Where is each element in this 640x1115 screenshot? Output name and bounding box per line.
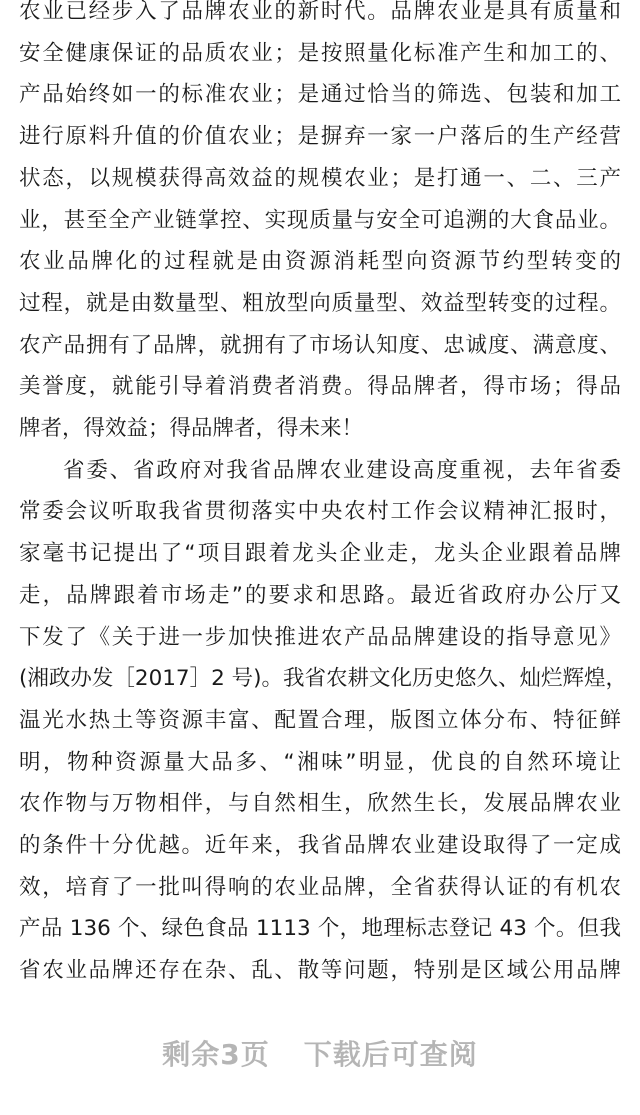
text-line: (湘政办发［2017］2 号)。我省农耕文化历史悠久、灿烂辉煌， (19, 666, 628, 692)
text-line: 进行原料升值的价值农业；是摒弃一家一户落后的生产经营 (19, 124, 621, 150)
text-line: 安全健康保证的品质农业；是按照量化标准产生和加工的、 (19, 40, 621, 66)
text-line: 状态，以规模获得高效益的规模农业；是打通一、二、三产 (19, 165, 621, 191)
text-line: 家毫书记提出了“项目跟着龙头企业走，龙头企业跟着品牌 (19, 541, 621, 567)
text-line: 农产品拥有了品牌，就拥有了市场认知度、忠诚度、满意度、 (19, 332, 621, 358)
text-line: 明，物种资源量大品多、“湘味”明显，优良的自然环境让 (19, 749, 621, 775)
remaining-pages-label: 剩余3页 (162, 1038, 270, 1071)
text-line: 美誉度，就能引导着消费者消费。得品牌者，得市场；得品 (19, 374, 621, 400)
paragraph-first-line: 省委、省政府对我省品牌农业建设高度重视，去年省委 (63, 457, 621, 483)
text-line: 产品 136 个、绿色食品 1113 个，地理标志登记 43 个。但我 (19, 916, 621, 942)
text-line: 业，甚至全产业链掌控、实现质量与安全可追溯的大食品业。 (19, 207, 621, 233)
text-line: 农作物与万物相伴，与自然相生，欣然生长，发展品牌农业 (19, 791, 621, 817)
text-line: 下发了《关于进一步加快推进农产品品牌建设的指导意见》 (19, 624, 621, 650)
text-line: 效，培育了一批叫得响的农业品牌，全省获得认证的有机农 (19, 874, 621, 900)
text-line: 温光水热土等资源丰富、配置合理，版图立体分布、特征鲜 (19, 707, 621, 733)
text-line: 农业品牌化的过程就是由资源消耗型向资源节约型转变的 (19, 249, 621, 275)
text-line: 牌者，得效益；得品牌者，得未来！ (19, 416, 364, 441)
text-line: 产品始终如一的标准农业；是通过恰当的筛选、包装和加工 (19, 82, 621, 108)
text-line: 省农业品牌还存在杂、乱、散等问题，特别是区域公用品牌 (19, 958, 621, 984)
text-line: 走，品牌跟着市场走”的要求和思路。最近省政府办公厅又 (19, 582, 621, 608)
text-line: 农业已经步入了品牌农业的新时代。品牌农业是具有质量和 (19, 0, 621, 24)
text-line: 的条件十分优越。近年来，我省品牌农业建设取得了一定成 (19, 833, 621, 858)
download-prompt-label[interactable]: 下载后可查阅 (303, 1038, 478, 1071)
download-banner[interactable] (0, 1034, 640, 1076)
text-line: 常委会议听取我省贯彻落实中央农村工作会议精神汇报时， (19, 499, 621, 525)
text-line: 过程，就是由数量型、粗放型向质量型、效益型转变的过程。 (19, 290, 621, 316)
